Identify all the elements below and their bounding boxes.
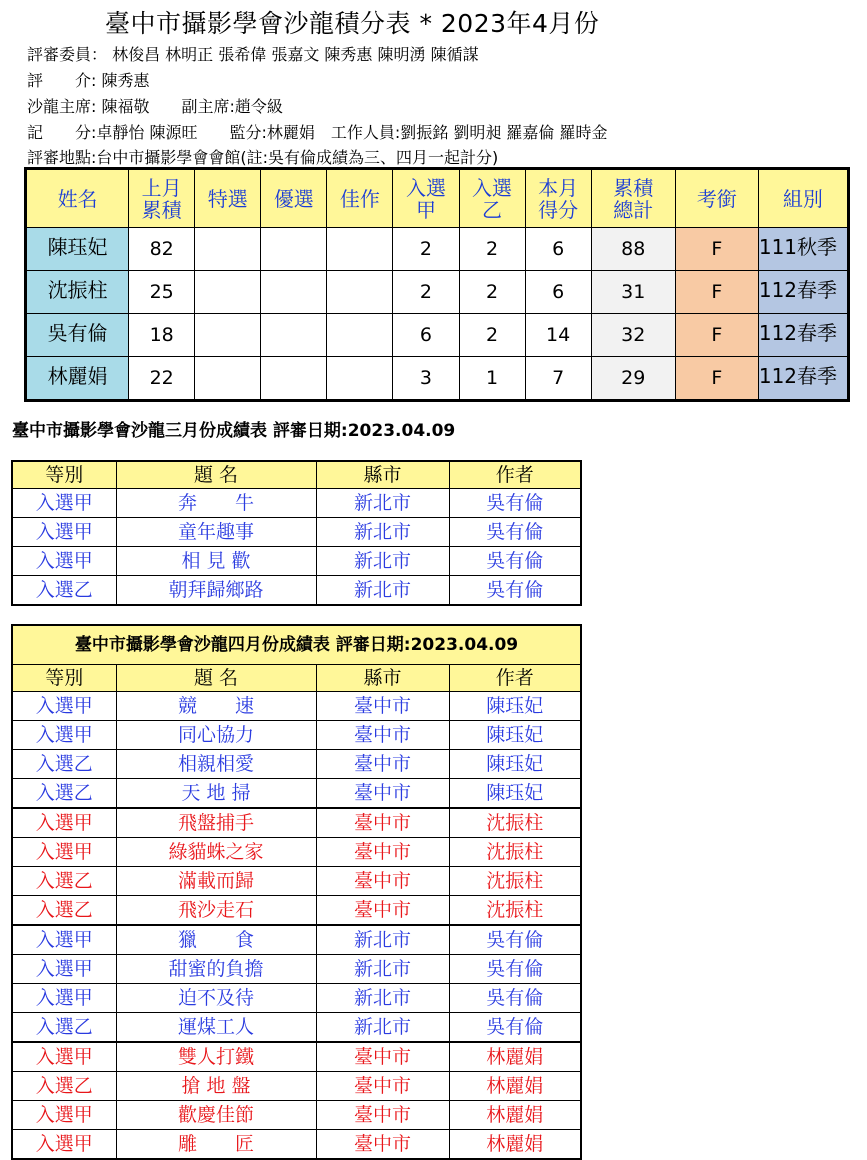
score-header-cell: 佳作: [327, 169, 393, 228]
score-cell: [327, 314, 393, 357]
march-author-cell: 吳有倫: [449, 489, 581, 518]
score-cell: [195, 314, 261, 357]
april-city-cell: 臺中市: [316, 867, 449, 896]
april-grade-cell: 入選甲: [12, 955, 116, 984]
score-cell: 吳有倫: [26, 314, 129, 357]
april-grade-cell: 入選甲: [12, 808, 116, 838]
march-result-row: [12, 489, 581, 518]
score-cell: [261, 271, 327, 314]
april-title-cell: 飛沙走石: [116, 896, 316, 926]
march-results-heading: 臺中市攝影學會沙龍三月份成績表 評審日期:2023.04.09: [12, 421, 456, 441]
score-header-cell: 姓名: [26, 169, 129, 228]
score-cell: 31: [591, 271, 675, 314]
april-result-row: [12, 750, 581, 779]
score-cell: 112春季: [758, 314, 848, 357]
april-grade-cell: 入選乙: [12, 896, 116, 926]
score-cell: 2: [459, 228, 525, 271]
score-cell: 1: [459, 357, 525, 401]
score-cell: 111秋季: [758, 228, 848, 271]
april-title-cell: 雕 匠: [116, 1130, 316, 1160]
score-row: [26, 357, 849, 401]
score-cell: [195, 357, 261, 401]
score-cell: [327, 357, 393, 401]
score-cell: [327, 271, 393, 314]
march-title-cell: 朝拜歸鄉路: [116, 576, 316, 606]
score-cell: 7: [525, 357, 591, 401]
april-result-row: [12, 692, 581, 721]
april-author-cell: 林麗娟: [449, 1042, 581, 1072]
score-cell: 14: [525, 314, 591, 357]
april-title-cell: 雙人打鐵: [116, 1042, 316, 1072]
march-header-cell: 題 名: [116, 461, 316, 489]
april-result-row: [12, 1101, 581, 1130]
march-grade-cell: 入選甲: [12, 518, 116, 547]
april-title-cell: 同心協力: [116, 721, 316, 750]
april-grade-cell: 入選乙: [12, 779, 116, 809]
march-grade-cell: 入選甲: [12, 547, 116, 576]
score-cell: 22: [129, 357, 195, 401]
april-author-cell: 林麗娟: [449, 1130, 581, 1160]
score-header-cell: 上月 累積: [129, 169, 195, 228]
april-grade-cell: 入選甲: [12, 1042, 116, 1072]
score-cell: 112春季: [758, 357, 848, 401]
april-city-cell: 臺中市: [316, 1072, 449, 1101]
april-title-cell: 滿載而歸: [116, 867, 316, 896]
april-header-cell: 等別: [12, 665, 116, 692]
march-city-cell: 新北市: [316, 576, 449, 606]
april-result-row: [12, 808, 581, 838]
chair-line: 沙龍主席: 陳福敬 副主席:趙令級: [27, 97, 283, 116]
april-author-cell: 陳珏妃: [449, 779, 581, 809]
april-result-row: [12, 1072, 581, 1101]
april-title-cell: 競 速: [116, 692, 316, 721]
april-results-table: [11, 624, 582, 1160]
score-cell: 6: [525, 271, 591, 314]
april-title-cell: 綠貓蛛之家: [116, 838, 316, 867]
march-city-cell: 新北市: [316, 518, 449, 547]
april-result-row: [12, 955, 581, 984]
april-author-cell: 陳珏妃: [449, 750, 581, 779]
april-author-cell: 陳珏妃: [449, 721, 581, 750]
april-title-cell: 運煤工人: [116, 1013, 316, 1043]
april-results-heading: 臺中市攝影學會沙龍四月份成績表 評審日期:2023.04.09: [12, 625, 581, 665]
page-title: 臺中市攝影學會沙龍積分表 * 2023年4月份: [105, 9, 600, 38]
april-result-row: [12, 779, 581, 809]
score-header-cell: 特選: [195, 169, 261, 228]
april-result-row: [12, 1013, 581, 1043]
score-cell: 32: [591, 314, 675, 357]
score-cell: 82: [129, 228, 195, 271]
april-city-cell: 臺中市: [316, 808, 449, 838]
score-cell: 2: [393, 228, 459, 271]
april-city-cell: 臺中市: [316, 692, 449, 721]
score-cell: F: [675, 314, 758, 357]
march-title-cell: 童年趣事: [116, 518, 316, 547]
april-city-cell: 臺中市: [316, 750, 449, 779]
april-header-cell: 縣市: [316, 665, 449, 692]
march-result-row: [12, 547, 581, 576]
march-title-cell: 相 見 歡: [116, 547, 316, 576]
april-header-cell: 題 名: [116, 665, 316, 692]
score-cell: 88: [591, 228, 675, 271]
april-title-cell: 迫不及待: [116, 984, 316, 1013]
april-grade-cell: 入選甲: [12, 721, 116, 750]
score-cell: [195, 271, 261, 314]
april-grade-cell: 入選甲: [12, 1101, 116, 1130]
april-result-row: [12, 838, 581, 867]
april-author-cell: 林麗娟: [449, 1072, 581, 1101]
score-header-row: [26, 169, 849, 228]
score-cell: 3: [393, 357, 459, 401]
score-cell: [195, 228, 261, 271]
march-grade-cell: 入選乙: [12, 576, 116, 606]
april-author-cell: 吳有倫: [449, 984, 581, 1013]
april-city-cell: 新北市: [316, 955, 449, 984]
april-author-cell: 沈振柱: [449, 838, 581, 867]
score-cell: 2: [459, 314, 525, 357]
april-city-cell: 臺中市: [316, 721, 449, 750]
march-result-row: [12, 576, 581, 606]
score-cell: [261, 228, 327, 271]
april-grade-cell: 入選甲: [12, 925, 116, 955]
april-grade-cell: 入選乙: [12, 750, 116, 779]
score-cell: F: [675, 228, 758, 271]
april-result-row: [12, 984, 581, 1013]
score-cell: 2: [459, 271, 525, 314]
april-result-row: [12, 896, 581, 926]
judges-line: 評審委員： 林俊昌 林明正 張希偉 張嘉文 陳秀惠 陳明湧 陳循謀: [27, 45, 479, 64]
score-header-cell: 組別: [758, 169, 848, 228]
april-author-cell: 沈振柱: [449, 808, 581, 838]
venue-line: 評審地點:台中市攝影學會會館(註:吳有倫成績為三、四月一起計分): [27, 148, 499, 167]
score-cell: [261, 314, 327, 357]
april-title-cell: 獵 食: [116, 925, 316, 955]
score-header-cell: 入選 乙: [459, 169, 525, 228]
april-city-cell: 新北市: [316, 984, 449, 1013]
april-city-cell: 新北市: [316, 925, 449, 955]
april-grade-cell: 入選甲: [12, 692, 116, 721]
score-header-cell: 考銜: [675, 169, 758, 228]
march-city-cell: 新北市: [316, 547, 449, 576]
april-title-cell: 飛盤捕手: [116, 808, 316, 838]
april-city-cell: 臺中市: [316, 896, 449, 926]
april-city-cell: 臺中市: [316, 779, 449, 809]
march-results-table: [11, 460, 582, 606]
april-grade-cell: 入選甲: [12, 838, 116, 867]
score-table: [24, 167, 850, 402]
april-author-cell: 吳有倫: [449, 1013, 581, 1043]
scoring-staff-line: 記 分:卓靜怡 陳源旺 監分:林麗娟 工作人員:劉振銘 劉明昶 羅嘉倫 羅時金: [27, 123, 608, 142]
april-author-cell: 沈振柱: [449, 867, 581, 896]
april-city-cell: 新北市: [316, 1013, 449, 1043]
april-header-cell: 作者: [449, 665, 581, 692]
april-city-cell: 臺中市: [316, 1130, 449, 1160]
april-title-cell: 歡慶佳節: [116, 1101, 316, 1130]
april-city-cell: 臺中市: [316, 1042, 449, 1072]
april-title-cell: 相親相愛: [116, 750, 316, 779]
score-cell: 6: [525, 228, 591, 271]
april-author-cell: 沈振柱: [449, 896, 581, 926]
score-cell: 陳珏妃: [26, 228, 129, 271]
score-cell: 112春季: [758, 271, 848, 314]
score-cell: F: [675, 271, 758, 314]
march-author-cell: 吳有倫: [449, 547, 581, 576]
april-title-cell: 搶 地 盤: [116, 1072, 316, 1101]
march-author-cell: 吳有倫: [449, 518, 581, 547]
score-header-cell: 本月 得分: [525, 169, 591, 228]
score-row: [26, 271, 849, 314]
april-result-row: [12, 1042, 581, 1072]
march-header-cell: 作者: [449, 461, 581, 489]
april-result-row: [12, 925, 581, 955]
april-grade-cell: 入選乙: [12, 867, 116, 896]
score-cell: 29: [591, 357, 675, 401]
score-cell: F: [675, 357, 758, 401]
march-header-row: [12, 461, 581, 489]
march-result-row: [12, 518, 581, 547]
april-grade-cell: 入選乙: [12, 1013, 116, 1043]
april-header-row: [12, 665, 581, 692]
score-cell: 18: [129, 314, 195, 357]
march-city-cell: 新北市: [316, 489, 449, 518]
april-result-row: [12, 721, 581, 750]
march-grade-cell: 入選甲: [12, 489, 116, 518]
march-header-cell: 縣市: [316, 461, 449, 489]
score-cell: [327, 228, 393, 271]
score-row: [26, 314, 849, 357]
commentator-line: 評 介: 陳秀惠: [27, 71, 150, 90]
score-cell: 2: [393, 271, 459, 314]
april-author-cell: 林麗娟: [449, 1101, 581, 1130]
april-city-cell: 臺中市: [316, 1101, 449, 1130]
score-cell: 林麗娟: [26, 357, 129, 401]
april-grade-cell: 入選甲: [12, 1130, 116, 1160]
score-header-cell: 優選: [261, 169, 327, 228]
march-title-cell: 奔 牛: [116, 489, 316, 518]
april-author-cell: 吳有倫: [449, 925, 581, 955]
score-cell: 6: [393, 314, 459, 357]
april-grade-cell: 入選甲: [12, 984, 116, 1013]
score-cell: 25: [129, 271, 195, 314]
score-cell: [261, 357, 327, 401]
score-header-cell: 入選 甲: [393, 169, 459, 228]
april-city-cell: 臺中市: [316, 838, 449, 867]
april-grade-cell: 入選乙: [12, 1072, 116, 1101]
march-header-cell: 等別: [12, 461, 116, 489]
april-result-row: [12, 1130, 581, 1160]
score-row: [26, 228, 849, 271]
april-title-cell: 天 地 掃: [116, 779, 316, 809]
score-header-cell: 累積 總計: [591, 169, 675, 228]
april-author-cell: 吳有倫: [449, 955, 581, 984]
march-author-cell: 吳有倫: [449, 576, 581, 606]
score-cell: 沈振柱: [26, 271, 129, 314]
april-result-row: [12, 867, 581, 896]
april-title-cell: 甜蜜的負擔: [116, 955, 316, 984]
april-author-cell: 陳珏妃: [449, 692, 581, 721]
